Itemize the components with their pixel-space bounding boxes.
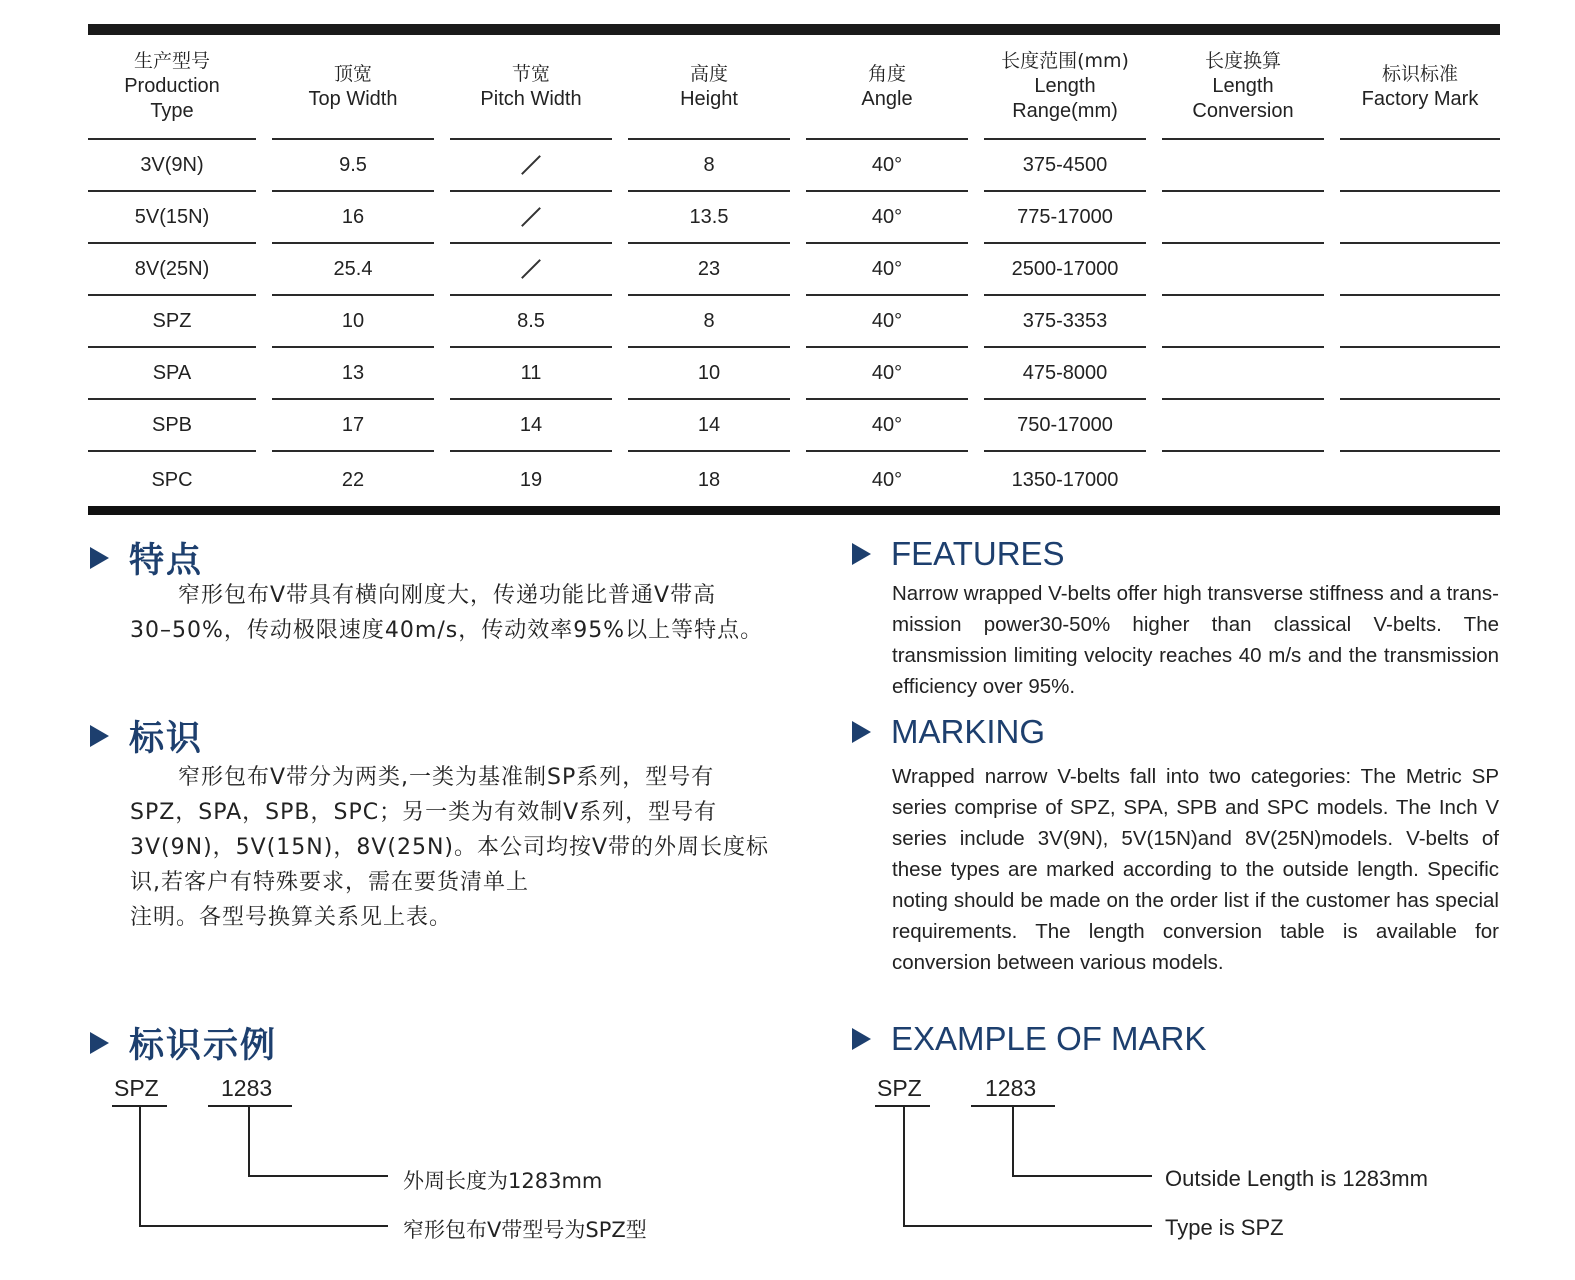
cell-value: 17: [341, 413, 365, 436]
table-cell: [88, 348, 264, 400]
table-cell: [1332, 296, 1500, 348]
cell-content: [806, 348, 968, 400]
leader-line: [139, 1106, 141, 1226]
cell-content: [272, 192, 434, 244]
cell-content: [806, 192, 968, 244]
cell-content: [628, 244, 790, 296]
cell-value: SPC: [151, 468, 193, 491]
cell-content: [88, 192, 256, 244]
table-row: [88, 296, 1500, 348]
cell-content: [88, 244, 256, 296]
table-cell: [798, 244, 976, 296]
table-cell: [620, 452, 798, 508]
slash-mark: [521, 155, 541, 175]
triangle-bullet-icon: [90, 547, 109, 569]
cell-content: [1340, 452, 1500, 508]
leader-line: [248, 1106, 250, 1176]
table-cell: [798, 192, 976, 244]
header-pitch-width: [442, 35, 620, 140]
cell-value: 23: [697, 257, 721, 280]
cell-value: 10: [341, 309, 365, 332]
cell-value: 40°: [871, 361, 903, 384]
cell-content: [1162, 192, 1324, 244]
triangle-bullet-icon: [90, 1032, 109, 1054]
cell-content: [1162, 452, 1324, 508]
cell-content: [1162, 244, 1324, 296]
table-row: [88, 140, 1500, 192]
features-en-text: Narrow wrapped V-belts offer high transverse stiffness and a trans-mission power30-50% higher than classical V-belts. The transmission limiting velocity reaches 40 m/s and the transmission efficiency over 95%.: [892, 582, 1499, 698]
table-cell: [264, 244, 442, 296]
cell-content: [450, 244, 612, 296]
table-cell: [976, 348, 1154, 400]
cell-content: [1340, 192, 1500, 244]
header-factory-mark: [1332, 35, 1500, 140]
header-en: Factory Mark: [1361, 87, 1479, 110]
length-code-label: 1283: [985, 1075, 1037, 1101]
leader-line: [1012, 1106, 1014, 1176]
table-cell: [976, 244, 1154, 296]
table-cell: [442, 400, 620, 452]
table-cell: [620, 244, 798, 296]
table-cell: [1332, 140, 1500, 192]
table-cell: [1332, 192, 1500, 244]
header-zh: 顶宽: [333, 62, 372, 85]
marking-en-text: Wrapped narrow V-belts fall into two categories: The Metric SP series comprise of SPZ, SPA, SPB and SPC models. The Inch V series include 3V(9N), 5V(15N)and 8V(25N)models. V-belts of these types are marked according to the outside length. Specific noting should be made on the order list if the customer has special requirements. The length conversion table is available for conversion between various models.: [892, 765, 1499, 974]
section-title: MARKING: [891, 713, 1046, 750]
header-top-width: [264, 35, 442, 140]
cell-content: [1162, 140, 1324, 192]
cell-value: 13: [341, 361, 365, 384]
cell-content: [1340, 140, 1500, 192]
cell-content: [984, 452, 1146, 508]
table-cell: [264, 296, 442, 348]
header-en: Angle: [861, 87, 913, 110]
cell-content: [1162, 296, 1324, 348]
example-en-heading: [852, 1020, 1206, 1058]
cell-content: [1340, 400, 1500, 452]
table-row: [88, 192, 1500, 244]
cell-value: 18: [697, 468, 721, 491]
cell-content: [450, 192, 612, 244]
header-zh: 长度换算: [1204, 50, 1281, 72]
cell-content: [1340, 348, 1500, 400]
cell-content: [628, 140, 790, 192]
features-zh-heading: [90, 533, 203, 583]
header-en: Pitch Width: [480, 87, 582, 110]
table-cell: [976, 140, 1154, 192]
table-cell: [1154, 192, 1332, 244]
table-row: [88, 452, 1500, 508]
table-cell: [620, 192, 798, 244]
table-cell: [976, 452, 1154, 508]
cell-content: [628, 400, 790, 452]
cell-content: [88, 400, 256, 452]
table-cell: [1154, 348, 1332, 400]
table-cell: [264, 140, 442, 192]
cell-value: 375-3353: [1022, 309, 1108, 332]
table-top-rule: [88, 24, 1500, 35]
length-description: 外周长度为1283mm: [403, 1169, 603, 1193]
cell-content: [272, 400, 434, 452]
table-cell: [442, 452, 620, 508]
triangle-bullet-icon: [852, 543, 871, 565]
cell-value: 11: [520, 361, 542, 384]
cell-value: 375-4500: [1022, 153, 1108, 176]
table-cell: [88, 400, 264, 452]
table-cell: [1332, 452, 1500, 508]
header-zh: 节宽: [511, 62, 550, 85]
cell-content: [1162, 400, 1324, 452]
table-cell: [442, 348, 620, 400]
cell-content: [628, 348, 790, 400]
header-length-range: [976, 35, 1154, 140]
table-cell: [620, 296, 798, 348]
cell-content: [1162, 348, 1324, 400]
cell-content: [806, 244, 968, 296]
cell-value: 40°: [871, 153, 903, 176]
cell-value: 40°: [871, 257, 903, 280]
table-cell: [620, 140, 798, 192]
cell-content: [88, 296, 256, 348]
cell-content: [88, 348, 256, 400]
leader-line: [248, 1175, 388, 1177]
cell-value: 10: [697, 361, 721, 384]
table-cell: [1154, 400, 1332, 452]
length-code-underline: [208, 1105, 292, 1107]
table-cell: [1332, 400, 1500, 452]
header-en: Length: [1034, 75, 1096, 97]
header-en2: Type: [150, 100, 194, 122]
text-line: 窄形包布V带具有横向刚度大，传递功能比普通V带高: [178, 583, 717, 608]
table-cell: [88, 452, 264, 508]
cell-content: [272, 244, 434, 296]
cell-content: [984, 140, 1146, 192]
spec-table: [88, 35, 1500, 508]
header-height: [620, 35, 798, 140]
header-zh: 生产型号: [133, 50, 210, 72]
example-zh-heading: [90, 1018, 277, 1068]
section-title: FEATURES: [891, 535, 1065, 572]
cell-value: 8V(25N): [134, 257, 210, 280]
cell-value: 5V(15N): [134, 205, 210, 228]
cell-content: [272, 140, 434, 192]
cell-value: 19: [519, 468, 543, 491]
cell-value: 9.5: [339, 153, 367, 176]
table-cell: [264, 400, 442, 452]
table-cell: [264, 452, 442, 508]
text-line: 3V(9N)，5V(15N)，8V(25N)。本公司均按V带的外周长度标: [130, 835, 770, 860]
cell-value: 8: [703, 153, 715, 176]
cell-content: [806, 400, 968, 452]
table-cell: [798, 140, 976, 192]
header-en2: Range(mm): [1012, 100, 1118, 122]
marking-en-heading: [852, 713, 1045, 751]
table-cell: [976, 296, 1154, 348]
table-row: [88, 244, 1500, 296]
leader-line: [903, 1225, 1152, 1227]
header-zh: 长度范围(mm): [1001, 50, 1129, 72]
marking-zh-heading: [90, 711, 203, 761]
header-en: Height: [680, 87, 738, 110]
cell-content: [984, 296, 1146, 348]
table-cell: [442, 296, 620, 348]
cell-value: 40°: [871, 468, 903, 491]
cell-value: 40°: [871, 205, 903, 228]
text-line: 识,若客户有特殊要求，需在要货清单上: [130, 870, 529, 895]
table-cell: [1332, 348, 1500, 400]
type-code-label: SPZ: [877, 1075, 922, 1101]
cell-content: [628, 452, 790, 508]
table-cell: [1154, 244, 1332, 296]
section-title: 特点: [129, 541, 204, 581]
features-en-heading: [852, 535, 1065, 573]
header-production-type: [88, 35, 264, 140]
table-cell: [264, 348, 442, 400]
table-cell: [88, 192, 264, 244]
cell-content: [806, 296, 968, 348]
triangle-bullet-icon: [852, 721, 871, 743]
cell-content: [984, 192, 1146, 244]
cell-content: [984, 244, 1146, 296]
type-code-label: SPZ: [114, 1075, 159, 1101]
section-title: EXAMPLE OF MARK: [891, 1020, 1207, 1057]
header-zh: 角度: [867, 62, 906, 85]
cell-value: 2500-17000: [1011, 257, 1119, 280]
triangle-bullet-icon: [90, 725, 109, 747]
section-title: 标识: [129, 719, 204, 759]
cell-content: [272, 296, 434, 348]
cell-value: 8.5: [517, 309, 545, 332]
cell-value: 750-17000: [1017, 413, 1113, 436]
cell-value: 13.5: [689, 205, 729, 228]
marking-zh-text: [130, 760, 820, 935]
table-cell: [88, 140, 264, 192]
cell-value: 8: [703, 309, 715, 332]
text-line: 30–50%，传动极限速度40m/s，传动效率95%以上等特点。: [130, 618, 764, 643]
leader-line: [903, 1106, 905, 1226]
table-cell: [442, 192, 620, 244]
cell-value: SPB: [151, 413, 193, 436]
header-zh: 高度: [689, 62, 728, 85]
cell-value: 3V(9N): [140, 153, 204, 176]
header-en: Length: [1212, 75, 1274, 97]
table-row: [88, 348, 1500, 400]
text-line: SPZ，SPA，SPB，SPC；另一类为有效制V系列，型号有: [130, 800, 718, 825]
cell-content: [450, 296, 612, 348]
cell-content: [88, 452, 256, 508]
cell-value: 22: [341, 468, 365, 491]
header-en2: Conversion: [1192, 100, 1294, 122]
triangle-bullet-icon: [852, 1028, 871, 1050]
cell-content: [1340, 244, 1500, 296]
cell-value: 775-17000: [1017, 205, 1113, 228]
cell-value: 475-8000: [1022, 361, 1108, 384]
table-cell: [88, 296, 264, 348]
cell-value: SPA: [152, 361, 192, 384]
header-length-conversion: [1154, 35, 1332, 140]
leader-line: [139, 1225, 388, 1227]
cell-value: 14: [519, 413, 543, 436]
cell-value: 25.4: [333, 257, 373, 280]
table-cell: [442, 140, 620, 192]
table-header-row: [88, 35, 1500, 140]
type-description: 窄形包布V带型号为SPZ型: [403, 1218, 647, 1242]
cell-content: [984, 348, 1146, 400]
slash-mark: [521, 259, 541, 279]
table-cell: [976, 400, 1154, 452]
table-body: [88, 140, 1500, 508]
cell-value: 40°: [871, 413, 903, 436]
table-cell: [442, 244, 620, 296]
cell-value: SPZ: [152, 309, 192, 332]
header-zh: 标识标准: [1381, 62, 1458, 85]
cell-content: [806, 452, 968, 508]
cell-content: [450, 400, 612, 452]
cell-value: 1350-17000: [1011, 468, 1119, 491]
cell-value: 14: [697, 413, 721, 436]
length-description: Outside Length is 1283mm: [1165, 1166, 1428, 1191]
cell-content: [88, 140, 256, 192]
table-cell: [1154, 452, 1332, 508]
table-cell: [1154, 296, 1332, 348]
text-line: 窄形包布V带分为两类,一类为基准制SP系列，型号有: [178, 765, 715, 790]
section-title: 标识示例: [129, 1026, 278, 1066]
cell-content: [806, 140, 968, 192]
text-line: 注明。各型号换算关系见上表。: [130, 905, 453, 930]
type-description: Type is SPZ: [1165, 1215, 1284, 1240]
table-cell: [798, 452, 976, 508]
cell-content: [272, 452, 434, 508]
cell-value: 40°: [871, 309, 903, 332]
cell-content: [272, 348, 434, 400]
table-cell: [620, 348, 798, 400]
table-cell: [798, 348, 976, 400]
leader-line: [1012, 1175, 1152, 1177]
cell-content: [450, 348, 612, 400]
cell-content: [628, 296, 790, 348]
cell-content: [450, 452, 612, 508]
cell-value: 16: [341, 205, 365, 228]
table-cell: [798, 296, 976, 348]
table-cell: [1154, 140, 1332, 192]
header-angle: [798, 35, 976, 140]
features-zh-text: [130, 578, 810, 648]
cell-content: [984, 400, 1146, 452]
cell-content: [1340, 296, 1500, 348]
table-cell: [1332, 244, 1500, 296]
table-cell: [264, 192, 442, 244]
header-en: Top Width: [308, 87, 398, 110]
cell-content: [628, 192, 790, 244]
length-code-label: 1283: [221, 1075, 273, 1101]
table-cell: [88, 244, 264, 296]
table-cell: [976, 192, 1154, 244]
table-cell: [620, 400, 798, 452]
header-en: Production: [124, 75, 220, 97]
cell-content: [450, 140, 612, 192]
table-cell: [798, 400, 976, 452]
slash-mark: [521, 207, 541, 227]
table-bottom-rule: [88, 506, 1500, 515]
table-row: [88, 400, 1500, 452]
